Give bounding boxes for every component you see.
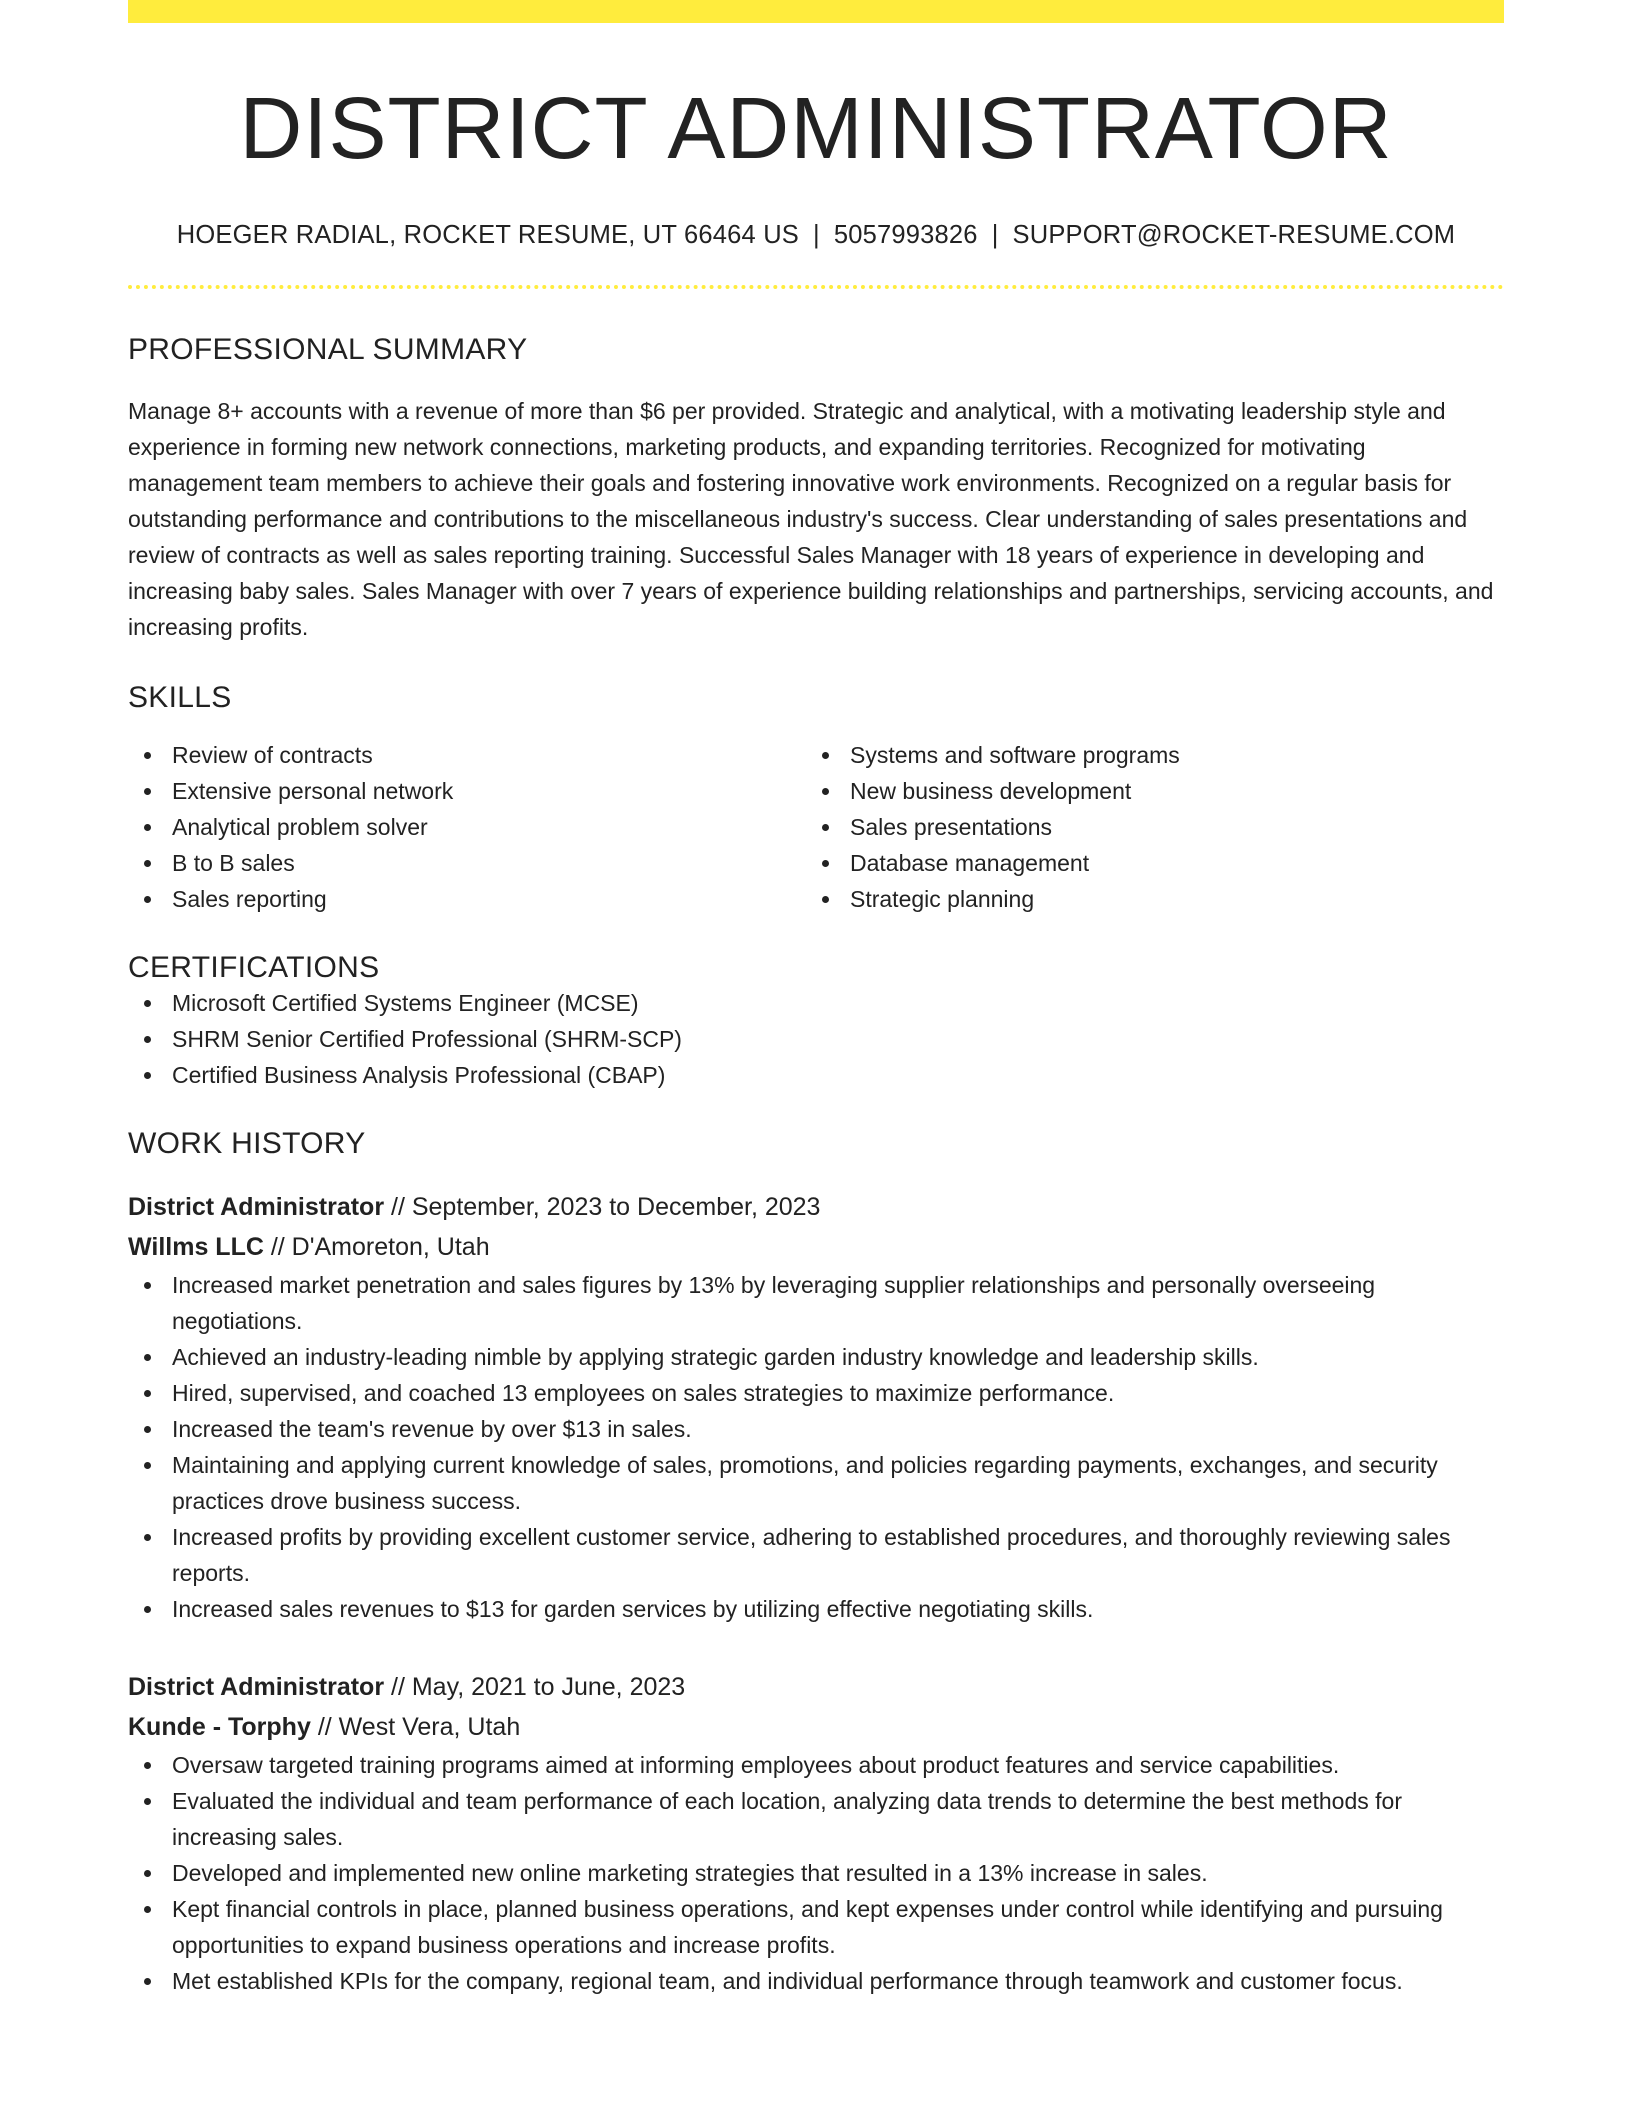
work-history-heading: WORK HISTORY [128, 1126, 366, 1160]
skills-column-left [128, 737, 806, 917]
job-bullets [128, 1267, 1504, 1627]
summary-heading: PROFESSIONAL SUMMARY [128, 332, 528, 366]
skills-section [128, 681, 1504, 917]
skill-item: Strategic planning [806, 881, 1484, 917]
job-title: District Administrator [128, 1672, 385, 1701]
job-bullet: Increased profits by providing excellent customer service, adhering to established procedures, and thoroughly reviewing sales reports. [128, 1519, 1504, 1591]
job-entry [128, 1667, 1504, 1999]
contact-line [128, 221, 1504, 250]
skills-column-right [806, 737, 1484, 917]
skill-item: Analytical problem solver [128, 809, 806, 845]
job-bullet: Oversaw targeted training programs aimed at informing employees about product features and service capabilities. [128, 1747, 1504, 1783]
skill-item: New business development [806, 773, 1484, 809]
skill-item: Sales presentations [806, 809, 1484, 845]
job-bullet: Evaluated the individual and team performance of each location, analyzing data trends to determine the best methods for increasing sales. [128, 1783, 1504, 1855]
certifications-section [128, 951, 1504, 1093]
skill-item: B to B sales [128, 845, 806, 881]
job-company: Kunde - Torphy [128, 1712, 311, 1741]
resume-name: DISTRICT ADMINISTRATOR [239, 80, 1393, 177]
certification-item: SHRM Senior Certified Professional (SHRM-SCP) [128, 1021, 1504, 1057]
job-location: // D'Amoreton, Utah [270, 1232, 490, 1261]
skill-item: Sales reporting [128, 881, 806, 917]
job-bullet: Hired, supervised, and coached 13 employees on sales strategies to maximize performance. [128, 1375, 1504, 1411]
job-bullet: Increased market penetration and sales figures by 13% by leveraging supplier relationships and personally overseeing negotiations. [128, 1267, 1504, 1339]
skill-item: Extensive personal network [128, 773, 806, 809]
job-dates: // September, 2023 to December, 2023 [391, 1192, 821, 1221]
job-location: // West Vera, Utah [317, 1712, 521, 1741]
job-bullet: Met established KPIs for the company, regional team, and individual performance through teamwork and customer focus. [128, 1963, 1504, 1999]
resume-page [128, 0, 1504, 1999]
job-bullet: Maintaining and applying current knowledge of sales, promotions, and policies regarding payments, exchanges, and security practices drove business success. [128, 1447, 1504, 1519]
skill-item: Database management [806, 845, 1484, 881]
skill-item: Systems and software programs [806, 737, 1484, 773]
job-title-line [128, 1667, 1504, 1707]
job-bullets [128, 1747, 1504, 1999]
job-title: District Administrator [128, 1192, 385, 1221]
job-company: Willms LLC [128, 1232, 264, 1261]
dotted-divider [128, 285, 1504, 289]
summary-text: Manage 8+ accounts with a revenue of more than $6 per provided. Strategic and analytical, with a motivating leadership style and experience in forming new network connections, marketing products, and expanding territories. Recognized for motivating management team members to achieve their goals and fostering innovative work environments. Recognized on a regular basis for outstanding performance and contributions to the miscellaneous industry's success. Clear understanding of sales presentations and review of contracts as well as sales reporting training. Successful Sales Manager with 18 years of experience in developing and increasing baby sales. Sales Manager with over 7 years of experience building relationships and partnerships, servicing accounts, and increasing profits. [128, 397, 1494, 640]
summary-section [128, 333, 1504, 645]
skill-item: Review of contracts [128, 737, 806, 773]
job-company-line [128, 1227, 1504, 1267]
job-entry [128, 1187, 1504, 1627]
job-bullet: Increased sales revenues to $13 for garden services by utilizing effective negotiating skills. [128, 1591, 1504, 1627]
accent-top-bar [128, 0, 1504, 23]
certifications-list [128, 985, 1504, 1093]
skills-heading: SKILLS [128, 680, 232, 714]
job-dates: // May, 2021 to June, 2023 [391, 1672, 686, 1701]
contact-phone: 5057993826 [833, 220, 978, 249]
contact-email: SUPPORT@ROCKET-RESUME.COM [1012, 220, 1456, 249]
job-bullet: Developed and implemented new online marketing strategies that resulted in a 13% increase in sales. [128, 1855, 1504, 1891]
job-bullet: Increased the team's revenue by over $13 in sales. [128, 1411, 1504, 1447]
contact-separator: | [813, 220, 820, 249]
work-history-section [128, 1127, 1504, 1999]
job-bullet: Achieved an industry-leading nimble by applying strategic garden industry knowledge and leadership skills. [128, 1339, 1504, 1375]
job-company-line [128, 1707, 1504, 1747]
contact-separator: | [991, 220, 999, 249]
job-title-line [128, 1187, 1504, 1227]
skills-grid [128, 737, 1504, 917]
contact-address: HOEGER RADIAL, ROCKET RESUME, UT 66464 US [176, 220, 800, 249]
certification-item: Microsoft Certified Systems Engineer (MCSE) [128, 985, 1504, 1021]
certifications-heading: CERTIFICATIONS [128, 950, 380, 984]
certification-item: Certified Business Analysis Professional (CBAP) [128, 1057, 1504, 1093]
job-bullet: Kept financial controls in place, planned business operations, and kept expenses under control while identifying and pursuing opportunities to expand business operations and increase profits. [128, 1891, 1504, 1963]
